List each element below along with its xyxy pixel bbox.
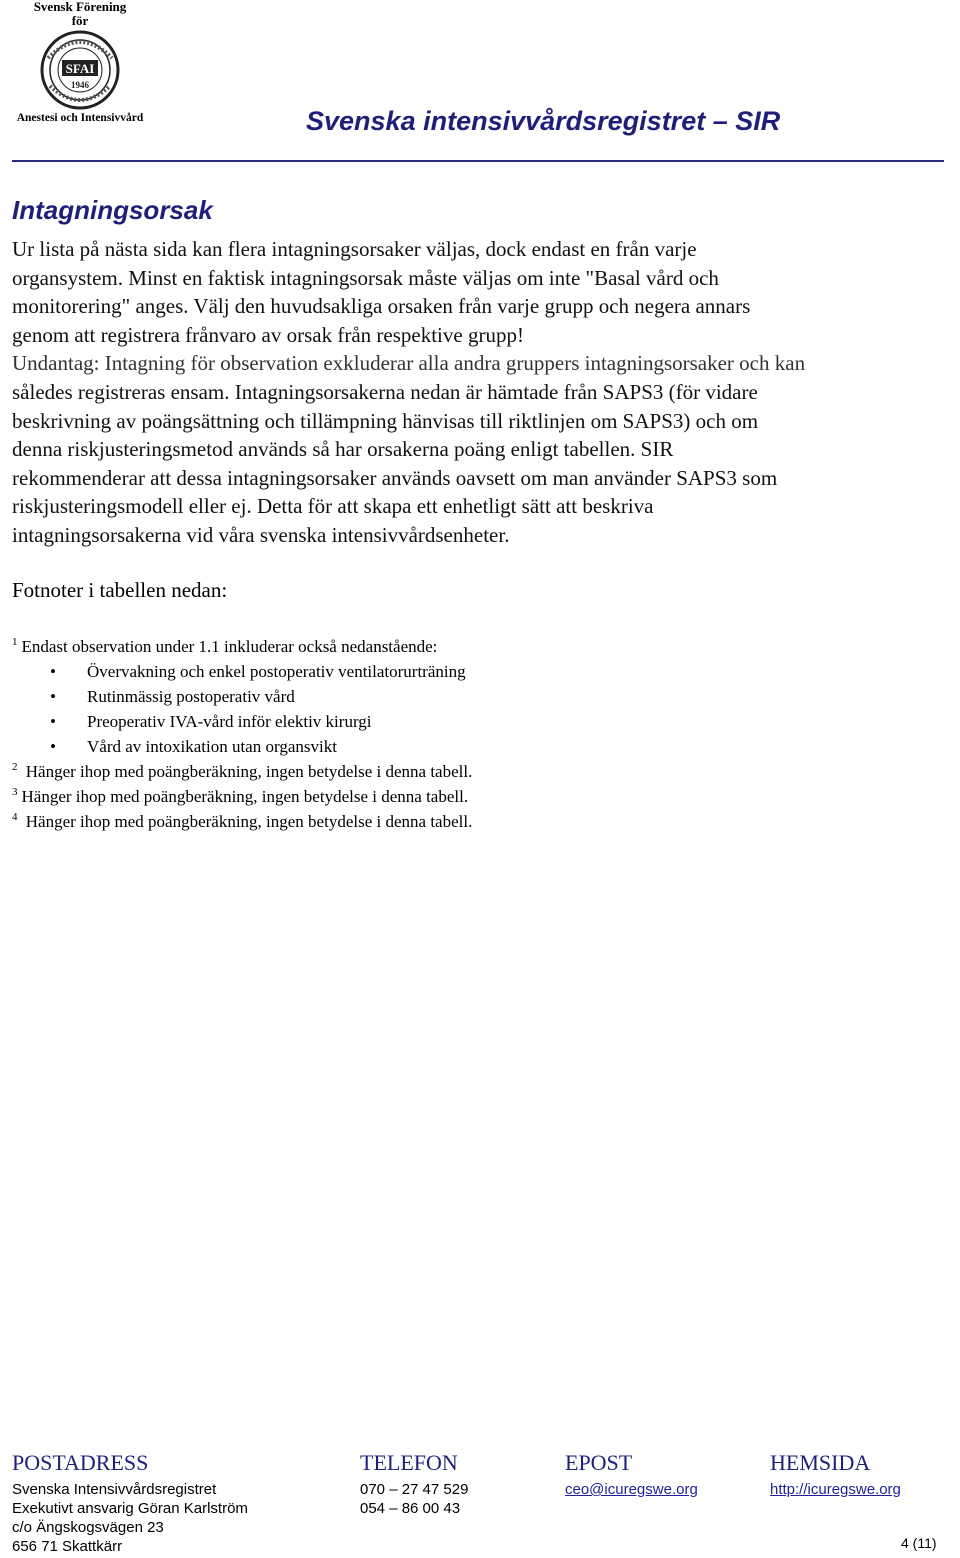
- bullet-icon: •: [50, 712, 56, 731]
- list-item-text: Övervakning och enkel postoperativ ventilatorurträning: [87, 662, 466, 681]
- footnotes-list: [12, 634, 472, 834]
- footnote-text: Endast observation under 1.1 inkluderar också nedanstående:: [21, 637, 438, 656]
- footnote-3: [12, 784, 472, 809]
- header-divider: [12, 160, 944, 162]
- body-line: således registreras ensam. Intagningsorsakerna nedan är hämtade från SAPS3 (för vidare: [12, 379, 758, 404]
- footnotes-label: Fotnoter i tabellen nedan:: [12, 578, 228, 602]
- body-line: intagningsorsakerna vid våra svenska intensivvårdsenheter.: [12, 522, 510, 547]
- sfai-logo: [14, 0, 146, 130]
- list-item: [12, 659, 472, 684]
- page-number: 4 (11): [901, 1535, 937, 1551]
- footnote-number: 1: [12, 636, 18, 648]
- footnote-text: Hänger ihop med poängberäkning, ingen betydelse i denna tabell.: [25, 812, 473, 831]
- logo-org-name: [14, 0, 146, 28]
- footer-epost: [565, 1450, 698, 1499]
- footnote-2: [12, 759, 472, 784]
- footer-line: Svenska Intensivvårdsregistret: [12, 1481, 217, 1498]
- footer-hemsida: [770, 1450, 901, 1499]
- body-text: [12, 235, 957, 550]
- footnote-number: 4: [12, 811, 18, 823]
- footnote-text: Hänger ihop med poängberäkning, ingen betydelse i denna tabell.: [21, 787, 469, 806]
- footer-line: c/o Ängskogsvägen 23: [12, 1519, 164, 1536]
- body-line: beskrivning av poängsättning och tillämpning hänvisas till riktlinjen om SAPS3) och om: [12, 408, 759, 433]
- bullet-icon: •: [50, 687, 56, 706]
- footnote-1: [12, 634, 472, 659]
- footer-line: 656 71 Skattkärr: [12, 1538, 123, 1555]
- seal-emblem-icon: [36, 28, 124, 110]
- footer-heading: HEMSIDA: [770, 1450, 871, 1475]
- page-footer: [0, 1450, 960, 1558]
- website-link[interactable]: http://icuregswe.org: [770, 1481, 901, 1498]
- list-item: [12, 709, 472, 734]
- footnote-text: Hänger ihop med poängberäkning, ingen betydelse i denna tabell.: [25, 762, 473, 781]
- body-line: monitorering" anges. Välj den huvudsakliga orsaken från varje grupp och negera annars: [12, 294, 751, 319]
- email-link[interactable]: ceo@icuregswe.org: [565, 1481, 698, 1498]
- list-item: [12, 734, 472, 759]
- body-line: denna riskjusteringsmetod används så har orsakerna poäng enligt tabellen. SIR: [12, 437, 674, 462]
- footer-heading: POSTADRESS: [12, 1450, 149, 1475]
- footer-postadress: [12, 1450, 248, 1556]
- registry-title: Svenska intensivvårdsregistret – SIR: [306, 106, 781, 136]
- footnote-4: [12, 809, 472, 834]
- body-line: riskjusteringsmodell eller ej. Detta för att skapa ett enhetligt sätt att beskriva: [12, 494, 654, 519]
- body-line: Ur lista på nästa sida kan flera intagningsorsaker väljas, dock endast en från varje: [12, 237, 697, 261]
- svg-text:1946: 1946: [71, 80, 89, 90]
- phone-number: 070 – 27 47 529: [360, 1481, 469, 1498]
- footnote-number: 3: [12, 786, 18, 798]
- body-line: rekommenderar att dessa intagningsorsaker används oavsett om man använder SAPS3 som: [12, 465, 778, 490]
- logo-text-line-2: för: [71, 13, 89, 28]
- bullet-icon: •: [50, 737, 56, 756]
- bullet-icon: •: [50, 662, 56, 681]
- footer-telefon: [360, 1450, 468, 1518]
- footer-heading: EPOST: [565, 1450, 633, 1475]
- footer-line: Exekutivt ansvarig Göran Karlström: [12, 1500, 248, 1517]
- section-heading: Intagningsorsak: [12, 195, 213, 225]
- logo-text-line-1: Svensk Förening: [33, 0, 127, 14]
- body-line: genom att registrera frånvaro av orsak från respektive grupp!: [12, 322, 524, 347]
- phone-number: 054 – 86 00 43: [360, 1500, 461, 1517]
- body-line: Undantag: Intagning för observation exkluderar alla andra gruppers intagningsorsaker och kan: [12, 351, 806, 376]
- svg-text:SFAI: SFAI: [65, 61, 95, 76]
- list-item-text: Preoperativ IVA-vård inför elektiv kirurgi: [87, 712, 372, 731]
- list-item-text: Vård av intoxikation utan organsvikt: [87, 737, 337, 756]
- logo-subtitle: Anestesi och Intensivvård: [16, 112, 144, 124]
- footnote-number: 2: [12, 761, 18, 773]
- list-item: [12, 684, 472, 709]
- footer-heading: TELEFON: [360, 1450, 458, 1475]
- list-item-text: Rutinmässig postoperativ vård: [87, 687, 295, 706]
- body-line: organsystem. Minst en faktisk intagningsorsak måste väljas om inte "Basal vård och: [12, 265, 719, 290]
